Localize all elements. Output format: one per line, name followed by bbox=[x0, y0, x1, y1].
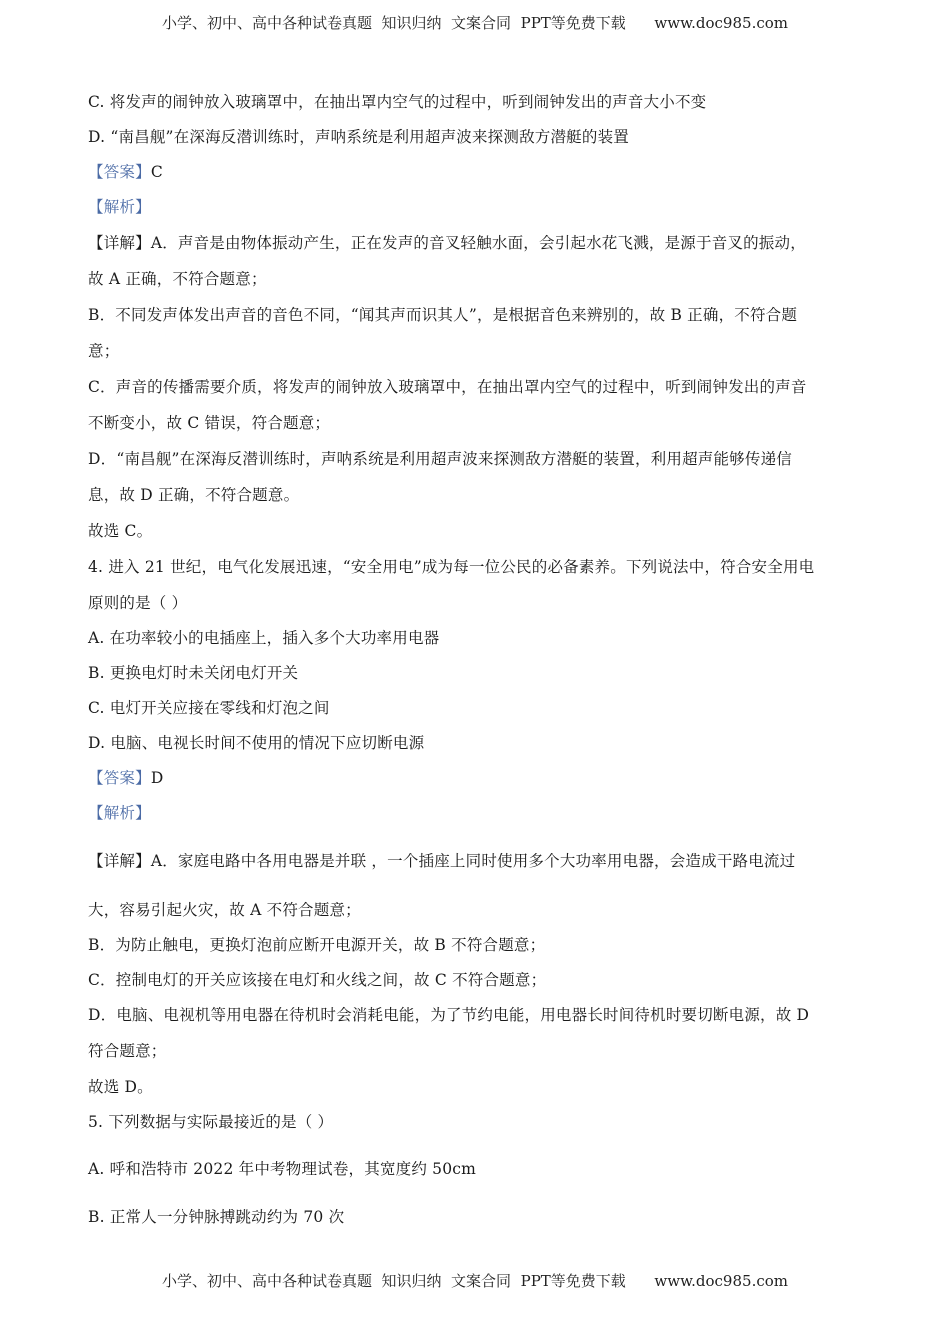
q3-conclusion: 故选 C。 bbox=[88, 522, 153, 540]
q3-detail-d-cont: 息，故 D 正确，不符合题意。 bbox=[88, 486, 300, 504]
detail-tag: 【详解】 bbox=[88, 852, 151, 870]
q3-detail-c-cont: 不断变小，故 C 错误，符合题意； bbox=[88, 414, 331, 432]
answer-value: C bbox=[150, 163, 163, 181]
page-footer: 小学、初中、高中各种试卷真题 知识归纳 文案合同 PPT等免费下载 www.doc985.com bbox=[161, 1272, 788, 1290]
detail-text: A．家庭电路中各用电器是并联 ，一个插座上同时使用多个大功率用电器，会造成干路电流过 bbox=[150, 852, 796, 870]
q4-detail-d-cont: 符合题意； bbox=[88, 1042, 167, 1060]
q3-detail-d: D．“南昌舰”在深海反潜训练时，声呐系统是利用超声波来探测敌方潜艇的装置，利用超声能够传递信 bbox=[88, 450, 792, 468]
q4-stem: 4. 进入 21 世纪，电气化发展迅速，“安全用电”成为每一位公民的必备素养。下列说法中，符合安全用电 bbox=[88, 558, 815, 576]
q4-answer bbox=[88, 766, 163, 788]
q4-option-c: C. 电灯开关应接在零线和灯泡之间 bbox=[88, 699, 330, 717]
page-header: 小学、初中、高中各种试卷真题 知识归纳 文案合同 PPT等免费下载 www.doc985.com bbox=[161, 14, 788, 32]
q5-option-a: A. 呼和浩特市 2022 年中考物理试卷，其宽度约 50cm bbox=[88, 1160, 477, 1178]
answer-tag: 【答案】 bbox=[88, 769, 151, 787]
q3-detail-a-cont: 故 A 正确，不符合题意； bbox=[88, 270, 267, 288]
q3-analysis-tag: 【解析】 bbox=[88, 198, 151, 216]
q4-conclusion: 故选 D。 bbox=[88, 1078, 153, 1096]
q4-detail-d: D．电脑、电视机等用电器在待机时会消耗电能，为了节约电能，用电器长时间待机时要切断电源，故 D bbox=[88, 1006, 810, 1024]
answer-value: D bbox=[150, 769, 164, 787]
q5-stem: 5. 下列数据与实际最接近的是（ ） bbox=[88, 1113, 334, 1131]
answer-tag: 【答案】 bbox=[88, 163, 151, 181]
q4-detail-a bbox=[88, 849, 795, 871]
q4-analysis-tag: 【解析】 bbox=[88, 804, 151, 822]
q3-option-c: C. 将发声的闹钟放入玻璃罩中，在抽出罩内空气的过程中，听到闹钟发出的声音大小不变 bbox=[88, 93, 707, 111]
detail-tag: 【详解】 bbox=[88, 234, 151, 252]
q3-detail-a bbox=[88, 231, 806, 253]
q3-option-d: D. “南昌舰”在深海反潜训练时，声呐系统是利用超声波来探测敌方潜艇的装置 bbox=[88, 128, 629, 146]
q4-detail-b: B．为防止触电，更换灯泡前应断开电源开关，故 B 不符合题意； bbox=[88, 936, 546, 954]
q4-option-a: A. 在功率较小的电插座上，插入多个大功率用电器 bbox=[88, 629, 440, 647]
q3-detail-b: B．不同发声体发出声音的音色不同，“闻其声而识其人”，是根据音色来辨别的，故 B 正确，不符合题 bbox=[88, 306, 798, 324]
detail-text: A．声音是由物体振动产生，正在发声的音叉轻触水面，会引起水花飞溅，是源于音叉的振动， bbox=[150, 234, 806, 252]
q4-stem-cont: 原则的是（ ） bbox=[88, 594, 188, 612]
q3-answer bbox=[88, 160, 163, 182]
q4-detail-a-cont: 大，容易引起火灾，故 A 不符合题意； bbox=[88, 901, 361, 919]
q4-detail-c: C．控制电灯的开关应该接在电灯和火线之间，故 C 不符合题意； bbox=[88, 971, 547, 989]
q5-option-b: B. 正常人一分钟脉搏跳动约为 70 次 bbox=[88, 1208, 345, 1226]
q4-option-b: B. 更换电灯时未关闭电灯开关 bbox=[88, 664, 299, 682]
q4-option-d: D. 电脑、电视长时间不使用的情况下应切断电源 bbox=[88, 734, 425, 752]
q3-detail-c: C．声音的传播需要介质，将发声的闹钟放入玻璃罩中，在抽出罩内空气的过程中，听到闹钟发出的声音 bbox=[88, 378, 807, 396]
q3-detail-b-cont: 意； bbox=[88, 342, 120, 360]
